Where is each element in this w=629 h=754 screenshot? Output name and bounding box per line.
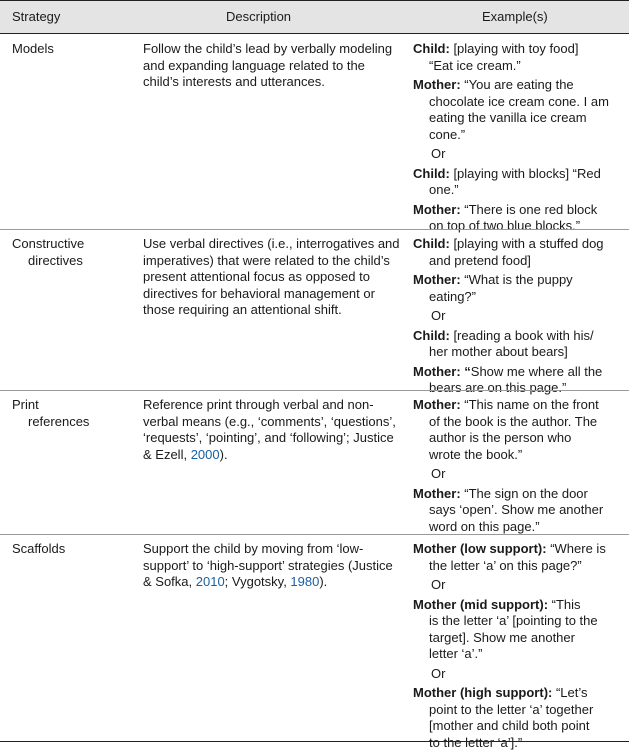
utterance: “The sign on the door (460, 485, 588, 501)
utterance-cont: bears are on this page.” (429, 380, 567, 395)
examples-cell (413, 236, 621, 400)
speaker: Child: (413, 327, 450, 343)
header-description: Description (226, 9, 292, 24)
utterance-cont: one.” (429, 182, 459, 197)
speaker: Mother: (413, 485, 461, 501)
example-line (413, 597, 621, 663)
utterance: [playing with toy food] (449, 41, 579, 56)
example-line (413, 41, 621, 74)
utterance-cont: chocolate ice cream cone. I am (429, 93, 609, 109)
utterance-cont: point to the letter ‘a’ together (429, 701, 594, 717)
table-header (0, 0, 629, 34)
utterance-cont: author is the person who (429, 430, 572, 445)
speaker: Child: (413, 41, 450, 56)
strategy-name-cont: references (28, 413, 90, 429)
or-separator: Or (431, 577, 446, 592)
strategy-name: Scaffolds (12, 541, 66, 556)
utterance-cont: on top of two blue blocks.” (429, 218, 581, 233)
utterance-cont: letter ‘a’.” (429, 646, 483, 661)
strategy-cell (12, 236, 130, 269)
header-examples: Example(s) (482, 9, 548, 24)
utterance-cont: to the letter ‘a’].” (429, 734, 523, 750)
description-text: ). (319, 574, 328, 589)
table-bottom-rule (0, 741, 629, 742)
utterance: Show me where all the (470, 363, 603, 379)
utterance: “What is the puppy (460, 272, 573, 287)
utterance-cont: is the letter ‘a’ [pointing to the (429, 613, 598, 628)
utterance-cont: target]. Show me another (429, 629, 575, 645)
strategy-name: Models (12, 41, 54, 56)
strategy-cell (12, 41, 130, 58)
speaker: Mother: (413, 77, 461, 92)
example-line (413, 541, 621, 574)
speaker: Child: (413, 165, 450, 181)
example-line (413, 364, 621, 397)
speaker: Mother (low support): (413, 541, 547, 556)
utterance-cont: her mother about bears] (429, 344, 568, 359)
or-separator: Or (431, 665, 446, 681)
utterance-cont: of the book is the author. The (429, 413, 598, 429)
citation-link[interactable]: 2000 (190, 446, 220, 462)
strategy-name: Print (12, 397, 39, 412)
example-line (413, 272, 621, 305)
description-cell: Follow the child’s lead by verbally modeling and expanding language related to the child’s interests and utterances. (143, 41, 393, 89)
speaker: Mother: (413, 201, 461, 217)
strategy-cell (12, 397, 130, 430)
description-text: Reference print through verbal and non-verbal means (e.g., ‘comments’, ‘questions’, ‘requests’, ‘pointing’, and ‘following’; Justice & Ezell, (143, 397, 396, 462)
strategy-cell (12, 541, 130, 558)
example-line (413, 397, 621, 463)
utterance-cont: wrote the book.” (429, 446, 523, 462)
utterance: “This (548, 596, 581, 612)
utterance: [playing with a stuffed dog (449, 236, 604, 251)
utterance-cont: word on this page.” (429, 518, 540, 534)
description-cell (143, 397, 401, 463)
utterance-cont: eating?” (429, 288, 476, 304)
utterance: [playing with blocks] “Red (449, 165, 601, 181)
utterance-cont: says ‘open’. Show me another (429, 502, 604, 517)
citation-link[interactable]: 1980 (290, 574, 320, 589)
description-cell: Use verbal directives (i.e., interrogatives and imperatives) that were related to the child’s present attentional focus as opposed to directives for behavioral management or those requiring an attentional shift. (143, 236, 400, 317)
example-line (413, 236, 621, 269)
utterance-cont: and pretend food] (429, 252, 531, 268)
speaker: Mother (high support): (413, 685, 553, 700)
row-divider (0, 390, 629, 391)
or-separator: Or (431, 308, 446, 323)
utterance: “There is one red block (460, 201, 598, 217)
utterance-cont: cone.” (429, 126, 466, 142)
utterance: [reading a book with his/ (449, 327, 594, 343)
speaker: Mother: “ (413, 363, 471, 379)
utterance: “Where is (546, 541, 606, 556)
example-line (413, 328, 621, 361)
speaker: Mother: (413, 397, 461, 412)
utterance-cont: eating the vanilla ice cream (429, 110, 587, 125)
speaker: Mother (mid support): (413, 596, 549, 612)
speaker: Child: (413, 236, 450, 251)
examples-cell (413, 541, 621, 754)
examples-cell (413, 397, 621, 538)
utterance: “You are eating the (460, 77, 574, 92)
example-line (413, 166, 621, 199)
citation-link[interactable]: 2010 (195, 574, 225, 589)
example-line (413, 77, 621, 143)
or-separator: Or (431, 146, 446, 161)
row-divider (0, 229, 629, 230)
strategy-name: Constructive (12, 236, 85, 251)
description-cell (143, 541, 401, 591)
description-text: Support the child by moving from ‘low-support’ to ‘high-support’ strategies (Justice & Sofka, (143, 541, 393, 589)
strategy-name-cont: directives (28, 252, 83, 268)
description-text: ; Vygotsky, (224, 574, 291, 589)
utterance: “Let’s (552, 685, 588, 700)
utterance-cont: “Eat ice cream.” (429, 57, 521, 73)
description-text: ). (219, 446, 228, 462)
examples-cell (413, 41, 621, 238)
or-separator: Or (431, 466, 446, 481)
utterance-cont: [mother and child both point (429, 718, 590, 733)
speaker: Mother: (413, 272, 461, 287)
example-line (413, 486, 621, 536)
utterance: “This name on the front (460, 397, 599, 412)
utterance-cont: the letter ‘a’ on this page?” (429, 557, 582, 573)
header-strategy: Strategy (12, 9, 61, 24)
row-divider (0, 534, 629, 535)
